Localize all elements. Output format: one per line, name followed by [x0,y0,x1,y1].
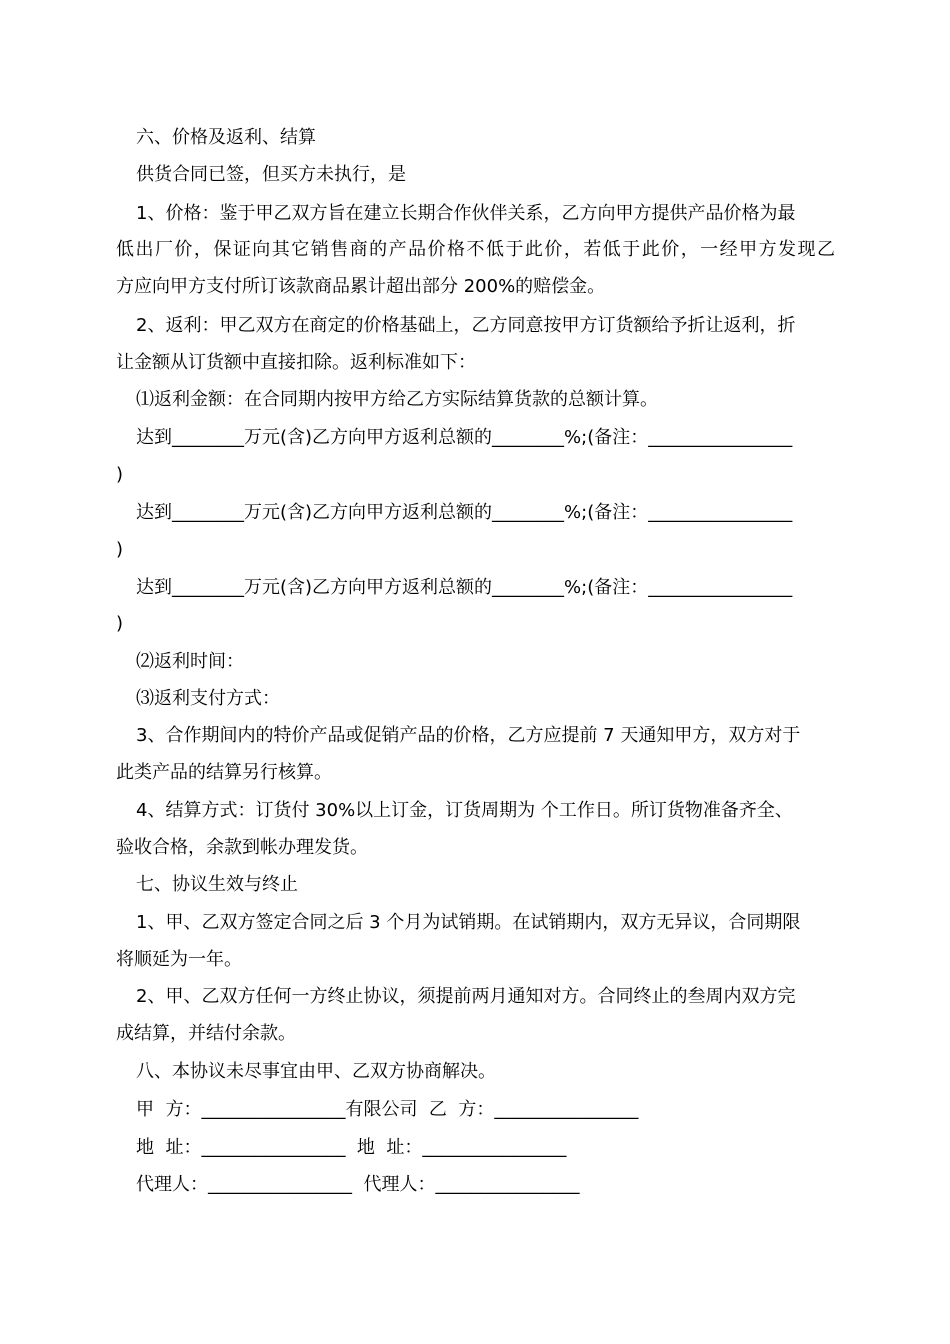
settlement-line-1: 4、结算方式：订货付 30%以上订金，订货周期为 个工作日。所订货物准备齐全、 [136,800,793,821]
price-clause-line-2: 低出厂价，保证向其它销售商的产品价格不低于此价，若低于此价，一经甲方发现乙 [116,239,835,260]
signature-agent-line: 代理人：________________ 代理人：________________ [136,1174,580,1195]
rebate-clause-line-1: 2、返利：甲乙双方在商定的价格基础上，乙方同意按甲方订货额给予折让返利，折 [136,315,796,336]
rebate-payment-label: ⑶返利支付方式： [136,688,280,709]
rebate-tier-2-close: ) [116,539,124,560]
termination-line-1: 2、甲、乙双方任何一方终止协议，须提前两月通知对方。合同终止的叁周内双方完 [136,986,796,1007]
special-price-line-2: 此类产品的结算另行核算。 [116,762,332,783]
rebate-clause-line-2: 让金额从订货额中直接扣除。返利标准如下： [116,352,476,373]
trial-period-line-2: 将顺延为一年。 [116,949,242,970]
signature-party-line: 甲 方：________________有限公司 乙 方：________________ [136,1099,639,1120]
section-7-heading: 七、协议生效与终止 [136,874,298,895]
rebate-tier-1-close: ) [116,464,124,485]
settlement-line-2: 验收合格，余款到帐办理发货。 [116,837,368,858]
rebate-tier-3-close: ) [116,613,124,634]
price-clause-line-1: 1、价格：鉴于甲乙双方旨在建立长期合作伙伴关系，乙方向甲方提供产品价格为最 [136,203,796,224]
termination-line-2: 成结算，并结付余款。 [116,1023,296,1044]
section-8-text: 八、本协议未尽事宜由甲、乙双方协商解决。 [136,1061,496,1082]
rebate-amount-label: ⑴返利金额：在合同期内按甲方给乙方实际结算货款的总额计算。 [136,389,658,410]
rebate-tier-3: 达到________万元(含)乙方向甲方返利总额的________%;(备注：________________ [136,577,793,598]
section-6-intro: 供货合同已签，但买方未执行，是 [136,164,406,185]
rebate-time-label: ⑵返利时间： [136,651,244,672]
special-price-line-1: 3、合作期间内的特价产品或促销产品的价格，乙方应提前 7 天通知甲方，双方对于 [136,725,801,746]
rebate-tier-1: 达到________万元(含)乙方向甲方返利总额的________%;(备注：________________ [136,427,793,448]
rebate-tier-2: 达到________万元(含)乙方向甲方返利总额的________%;(备注：________________ [136,502,793,523]
section-6-heading: 六、价格及返利、结算 [136,127,316,148]
price-clause-line-3: 方应向甲方支付所订该款商品累计超出部分 200%的赔偿金。 [116,276,606,297]
signature-address-line: 地 址：________________ 地 址：________________ [136,1137,567,1158]
trial-period-line-1: 1、甲、乙双方签定合同之后 3 个月为试销期。在试销期内，双方无异议，合同期限 [136,912,801,933]
